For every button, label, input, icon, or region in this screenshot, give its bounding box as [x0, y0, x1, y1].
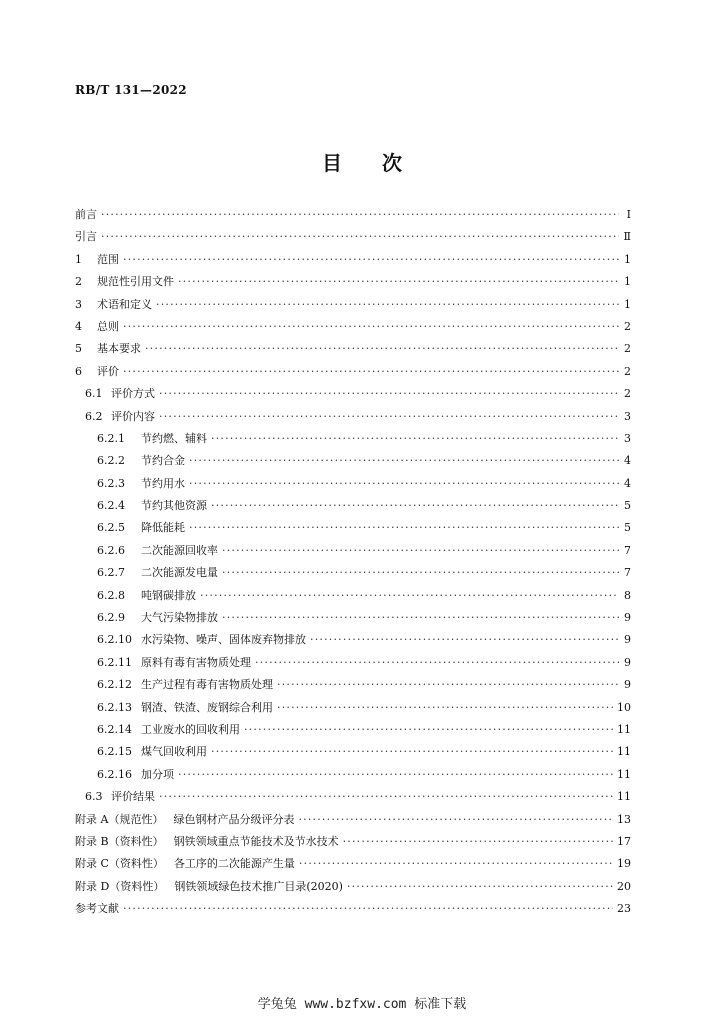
toc-entry-title — [97, 719, 240, 741]
toc-leader-dots — [159, 786, 613, 808]
toc-entry[interactable] — [75, 697, 631, 719]
toc-leader-dots — [123, 361, 619, 383]
toc-entry-page: 4 — [624, 454, 631, 468]
toc-entry-title — [97, 473, 185, 495]
toc-entry-number: 1 — [75, 252, 82, 266]
toc-entry-page: 5 — [624, 499, 631, 513]
toc-entry-number: 6.2.1 — [97, 431, 125, 445]
toc-entry-title — [97, 562, 218, 584]
toc-entry-title — [75, 316, 119, 338]
toc-entry-page: 1 — [624, 252, 631, 266]
toc-leader-dots — [123, 249, 619, 271]
toc-entry-label: 降低能耗 — [141, 521, 185, 535]
toc-entry-label: 加分项 — [141, 767, 174, 781]
toc-leader-dots — [222, 607, 619, 629]
toc-entry-page: 5 — [624, 521, 631, 535]
standard-code: RB/T 131—2022 — [75, 83, 187, 97]
toc-entry-title — [75, 831, 339, 853]
footer-watermark: 学兔兔 www.bzfxw.com 标准下载 — [257, 997, 467, 1012]
toc-entry-title — [75, 809, 294, 831]
toc-entry-title — [85, 786, 155, 808]
toc-entry-title — [75, 294, 152, 316]
toc-leader-dots — [101, 226, 619, 248]
toc-entry-page: 9 — [624, 655, 631, 669]
toc-leader-dots — [200, 585, 619, 607]
toc-entry[interactable] — [75, 406, 631, 428]
toc-entry[interactable] — [75, 741, 631, 763]
toc-entry-title — [97, 607, 218, 629]
toc-entry-label: 绿色钢材产品分级评分表 — [173, 812, 295, 826]
toc-entry-title — [75, 338, 141, 360]
toc-entry-title — [97, 674, 273, 696]
toc-entry-number: 6.2.15 — [97, 745, 132, 759]
toc-leader-dots — [222, 540, 619, 562]
toc-entry-title — [75, 876, 343, 898]
toc-entry-number: 6.2.16 — [97, 767, 132, 781]
toc-entry-number: 6.2.13 — [97, 700, 132, 714]
toc-entry-title — [97, 450, 185, 472]
toc-entry-label: 术语和定义 — [97, 297, 152, 311]
toc-leader-dots — [244, 719, 613, 741]
toc-leader-dots — [123, 898, 613, 920]
toc-entry-label: 各工序的二次能源产生量 — [173, 857, 295, 871]
toc-leader-dots — [101, 204, 619, 226]
toc-entry-title — [97, 540, 218, 562]
toc-entry-number: 6.2.6 — [97, 543, 125, 557]
toc-entry-page: 17 — [617, 834, 631, 848]
toc-entry-label: 节约其他资源 — [141, 499, 207, 513]
toc-entry-title — [75, 853, 295, 875]
toc-entry-page: 7 — [624, 543, 631, 557]
toc-entry-page: 1 — [624, 275, 631, 289]
toc-entry-label: 二次能源回收率 — [141, 543, 218, 557]
toc-entry[interactable] — [75, 383, 631, 405]
toc-entry-label: 规范性引用文件 — [97, 275, 174, 289]
toc-entry-page: 9 — [624, 611, 631, 625]
toc-entry[interactable] — [75, 562, 631, 584]
toc-leader-dots — [159, 406, 619, 428]
toc-entry[interactable] — [75, 204, 631, 226]
toc-entry-page: 2 — [624, 319, 631, 333]
toc-entry-title — [97, 764, 174, 786]
toc-entry-number: 6.2.7 — [97, 566, 125, 580]
toc-leader-dots — [347, 876, 613, 898]
toc-entry[interactable] — [75, 473, 631, 495]
toc-leader-dots — [189, 517, 619, 539]
toc-entry-number: 6.2.4 — [97, 499, 125, 513]
toc-entry-label: 节约用水 — [141, 476, 185, 490]
toc-entry-title — [85, 383, 155, 405]
toc-entry-number: 2 — [75, 275, 82, 289]
toc-entry-page: 9 — [624, 678, 631, 692]
toc-entry[interactable] — [75, 585, 631, 607]
toc-leader-dots — [277, 697, 613, 719]
toc-entry-number: 附录 D（资料性） — [75, 879, 165, 893]
toc-entry-label: 参考文献 — [75, 902, 119, 916]
toc-entry-number: 6.2.10 — [97, 633, 132, 647]
toc-entry-label: 评价方式 — [111, 387, 155, 401]
toc-leader-dots — [178, 271, 619, 293]
toc-leader-dots — [123, 316, 619, 338]
toc-leader-dots — [255, 652, 619, 674]
toc-entry[interactable] — [75, 876, 631, 898]
toc-leader-dots — [211, 428, 619, 450]
toc-entry-title — [75, 204, 97, 226]
toc-entry-page: 4 — [624, 476, 631, 490]
toc-leader-dots — [222, 562, 619, 584]
toc-leader-dots — [159, 383, 619, 405]
toc-entry-page: 2 — [624, 387, 631, 401]
toc-entry[interactable] — [75, 764, 631, 786]
toc-leader-dots — [211, 495, 619, 517]
toc-entry-title — [75, 361, 119, 383]
toc-entry-title — [97, 652, 251, 674]
toc-entry[interactable] — [75, 361, 631, 383]
toc-entry-number: 5 — [75, 342, 82, 356]
toc-entry-label: 钢渣、铁渣、废钢综合利用 — [141, 700, 273, 714]
toc-entry-page: 8 — [624, 588, 631, 602]
toc-entry-label: 钢铁领域重点节能技术及节水技术 — [173, 834, 339, 848]
toc-entry-number: 6.2.14 — [97, 722, 132, 736]
toc-entry-label: 评价 — [97, 364, 119, 378]
toc-entry-number: 6.2.8 — [97, 588, 125, 602]
toc-entry-label: 吨钢碳排放 — [141, 588, 196, 602]
toc-entry[interactable] — [75, 719, 631, 741]
toc-entry-label: 引言 — [75, 230, 97, 244]
toc-entry-title — [97, 495, 207, 517]
toc-entry-title — [97, 517, 185, 539]
toc-entry-number: 附录 C（资料性） — [75, 857, 164, 871]
toc-entry-number: 6.2.12 — [97, 678, 132, 692]
toc-entry-label: 评价结果 — [111, 790, 155, 804]
toc-entry-label: 总则 — [97, 319, 119, 333]
toc-entry-page: 3 — [624, 431, 631, 445]
toc-entry[interactable] — [75, 226, 631, 248]
toc-leader-dots — [299, 853, 613, 875]
toc-entry[interactable] — [75, 294, 631, 316]
toc-entry-page: 11 — [617, 745, 631, 759]
toc-leader-dots — [343, 831, 613, 853]
toc-entry-label: 水污染物、噪声、固体废弃物排放 — [141, 633, 306, 647]
toc-leader-dots — [277, 674, 619, 696]
toc-entry[interactable] — [75, 517, 631, 539]
toc-entry[interactable] — [75, 786, 631, 808]
toc-entry-label: 评价内容 — [111, 409, 155, 423]
toc-entry-title — [97, 629, 306, 651]
toc-entry-label: 生产过程有毒有害物质处理 — [141, 678, 273, 692]
toc-leader-dots — [156, 294, 619, 316]
toc-entry-label: 煤气回收利用 — [141, 745, 207, 759]
toc-entry-title — [97, 585, 196, 607]
toc-entry[interactable] — [75, 674, 631, 696]
toc-entry-title — [75, 226, 97, 248]
toc-entry-page: 11 — [617, 722, 631, 736]
toc-entry-label: 范围 — [97, 252, 119, 266]
toc-entry-title — [97, 741, 207, 763]
toc-entry-label: 基本要求 — [97, 342, 141, 356]
toc-entry-title — [85, 406, 155, 428]
toc-entry-label: 二次能源发电量 — [141, 566, 218, 580]
toc-entry-page: 19 — [617, 857, 631, 871]
toc-entry-title — [75, 249, 119, 271]
toc-entry[interactable] — [75, 271, 631, 293]
toc-entry[interactable] — [75, 652, 631, 674]
toc-entry-label: 工业废水的回收利用 — [141, 722, 240, 736]
toc-entry-page: 11 — [617, 767, 631, 781]
toc-entry-title — [75, 898, 119, 920]
toc-entry-number: 附录 A（规范性） — [75, 812, 164, 826]
toc-entry-title — [97, 428, 207, 450]
toc-entry-page: Ⅱ — [623, 230, 631, 244]
toc-entry[interactable] — [75, 450, 631, 472]
toc-entry-page: 20 — [617, 879, 631, 893]
toc-entry-label: 节约合金 — [141, 454, 185, 468]
toc-entry-number: 6.2.5 — [97, 521, 125, 535]
toc-leader-dots — [211, 741, 613, 763]
toc-entry[interactable] — [75, 428, 631, 450]
toc-entry-number: 3 — [75, 297, 82, 311]
toc-entry-number: 6.2.3 — [97, 476, 125, 490]
toc-entry-number: 6.2.2 — [97, 454, 125, 468]
toc-entry-number: 6.3 — [85, 790, 103, 804]
toc-entry[interactable] — [75, 495, 631, 517]
toc-entry[interactable] — [75, 338, 631, 360]
toc-entry-page: 7 — [624, 566, 631, 580]
toc-entry-number: 6 — [75, 364, 82, 378]
toc-entry-page: 1 — [624, 297, 631, 311]
toc-entry[interactable] — [75, 853, 631, 875]
toc-entry-number: 6.2.11 — [97, 655, 132, 669]
table-of-contents — [75, 204, 631, 921]
toc-entry-page: 10 — [617, 700, 631, 714]
toc-entry-number: 6.2.9 — [97, 611, 125, 625]
toc-entry[interactable] — [75, 316, 631, 338]
toc-leader-dots — [310, 629, 619, 651]
toc-entry[interactable] — [75, 607, 631, 629]
toc-entry-number: 6.1 — [85, 387, 103, 401]
toc-entry-number: 附录 B（资料性） — [75, 834, 164, 848]
page-title: 目次 — [322, 151, 442, 175]
toc-entry-title — [97, 697, 273, 719]
toc-entry-page: 11 — [617, 790, 631, 804]
toc-entry-page: 13 — [617, 812, 631, 826]
toc-entry-label: 节约燃、辅料 — [141, 431, 207, 445]
toc-entry-page: 2 — [624, 364, 631, 378]
toc-entry-page: 9 — [624, 633, 631, 647]
toc-entry-number: 4 — [75, 319, 82, 333]
toc-entry[interactable] — [75, 249, 631, 271]
toc-entry-label: 大气污染物排放 — [141, 611, 218, 625]
toc-leader-dots — [298, 809, 613, 831]
toc-entry-page: 23 — [617, 902, 631, 916]
toc-entry-number: 6.2 — [85, 409, 103, 423]
toc-entry[interactable] — [75, 540, 631, 562]
toc-leader-dots — [189, 473, 619, 495]
toc-entry-title — [75, 271, 174, 293]
toc-entry-label: 前言 — [75, 208, 97, 221]
toc-leader-dots — [145, 338, 619, 360]
toc-entry-label: 原料有毒有害物质处理 — [141, 655, 251, 669]
toc-entry[interactable] — [75, 831, 631, 853]
toc-entry[interactable] — [75, 898, 631, 920]
toc-leader-dots — [189, 450, 619, 472]
toc-entry-page: 2 — [624, 342, 631, 356]
toc-entry[interactable] — [75, 809, 631, 831]
toc-entry-label: 钢铁领域绿色技术推广目录(2020) — [174, 879, 343, 893]
toc-entry-page: Ⅰ — [626, 208, 631, 221]
toc-leader-dots — [178, 764, 613, 786]
toc-entry[interactable] — [75, 629, 631, 651]
toc-entry-page: 3 — [624, 409, 631, 423]
